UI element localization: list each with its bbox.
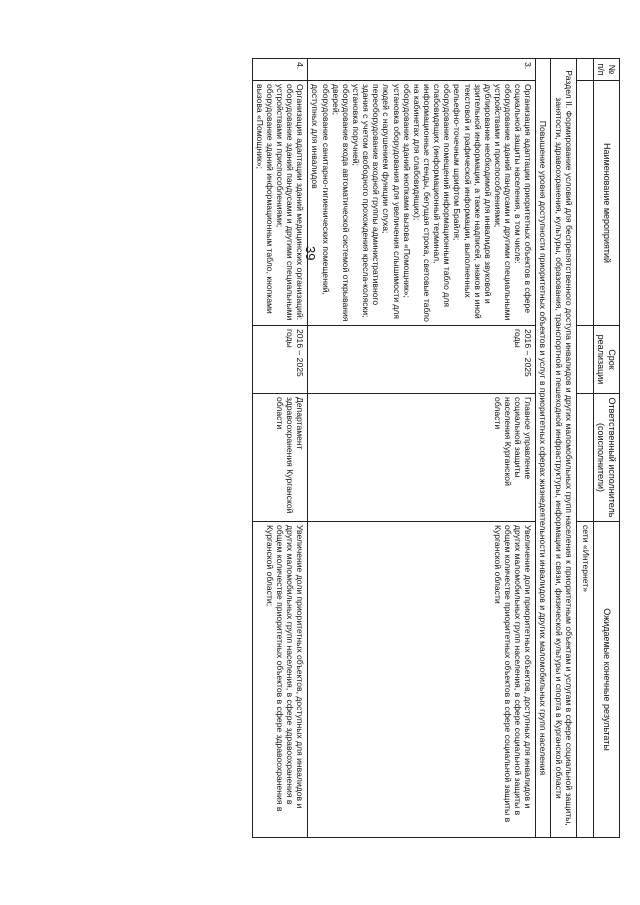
row-term: 2016 – 2025 годы xyxy=(308,326,536,394)
row-num: 4. xyxy=(252,59,308,81)
action-line: оборудование санитарно-гигиенических помещений, доступных для инвалидов xyxy=(310,84,331,295)
action-line: Организация адаптации зданий медицинских организаций: xyxy=(295,84,306,321)
row-term: 2016 – 2025 годы xyxy=(252,326,308,394)
section-title: Раздел II. Формирование условий для беспрепятственного доступа инвалидов и других маломобильных групп населения к приоритетным объектам и услугам в сфере социальной защиты, занятости, здравоохранения, культуры, образования, транспортной и пешеходной инфраструктуры, информации и связи, физической культуры и спорта в Курганской области xyxy=(551,59,576,838)
row-executor: Главное управление социальной защиты населения Курганской области xyxy=(308,394,536,522)
rotated-table-sheet xyxy=(100,58,620,838)
action-line: оборудование зданий информационным табло, кнопками вызова «Помощник»; xyxy=(254,84,275,314)
action-line: установка оборудования для увеличения слышимости для людей с нарушением функции слуха; xyxy=(381,84,402,320)
carry-num xyxy=(576,59,593,81)
page-number: 39 xyxy=(303,246,318,261)
carry-result: сети «Интернет» xyxy=(576,522,593,838)
header-num: № п/п xyxy=(593,59,619,81)
table-header-row xyxy=(593,59,619,838)
row-result: Увеличение доли приоритетных объектов, доступных для инвалидов и других маломобильных групп населения, в сфере здравоохранения в общем количестве приоритетных объектов в сфере здравоохранения в Курганской области; xyxy=(252,522,308,838)
carry-executor xyxy=(576,394,593,522)
header-term: Срок реализации xyxy=(593,326,619,394)
action-line: переоборудование входной группы административного здания с учетом свободного прохождения кресла-коляски; xyxy=(361,84,382,318)
header-result: Ожидаемые конечные результаты xyxy=(593,522,619,838)
carry-term xyxy=(576,326,593,394)
subsection-row xyxy=(536,59,551,838)
carry-action xyxy=(576,81,593,326)
section-row xyxy=(551,59,576,838)
subsection-title: Повышение уровня доступности приоритетных объектов и услуг в приоритетных сферах жизнедеятельности инвалидов и других маломобильных групп населения xyxy=(536,59,551,838)
row-action xyxy=(252,81,308,326)
row-num: 3. xyxy=(308,59,536,81)
row-executor: Департамент здравоохранения Курганской области xyxy=(252,394,308,522)
action-line: Организация адаптации приоритетных объектов в сфере социальной защиты населения, в том числе: xyxy=(513,84,534,314)
carry-over-row xyxy=(576,59,593,838)
action-line: оборудование помещений информационным табло для слабовидящих (информационный терминал, информационные стенды, бегущая строка, световые табло на кабинетах для слабовидящих); xyxy=(411,84,453,322)
action-line: оборудование входа автоматической системой открывания дверей; xyxy=(330,84,351,322)
action-line: оборудование зданий пандусами и другими специальными устройствами и приспособлениями; xyxy=(274,84,296,321)
table-row xyxy=(308,59,536,838)
header-executor: Ответственный исполнитель (соисполнители) xyxy=(593,394,619,522)
activities-table xyxy=(252,58,620,838)
action-line: дублирование необходимой для инвалидов звуковой и зрительной информации, а также надписей, знаков и иной текстовой и графической информации, выполненных рельефно-точечным шрифтом Брайля; xyxy=(452,84,493,319)
action-line: оборудование зданий кнопками вызова «Помощник»; xyxy=(401,84,412,298)
action-line: оборудование зданий пандусами и другими специальными устройствами и приспособлениями; xyxy=(492,84,514,321)
action-line: установка поручней; xyxy=(350,84,361,166)
table-row xyxy=(252,59,308,838)
row-result: Увеличение доли приоритетных объектов, доступных для инвалидов и других маломобильных групп населения, в сфере социальной защиты в общем количестве приоритетных объектов в сфере социальной защиты в Курганской области xyxy=(308,522,536,838)
header-action: Наименование мероприятий xyxy=(593,81,619,326)
row-action xyxy=(308,81,536,326)
